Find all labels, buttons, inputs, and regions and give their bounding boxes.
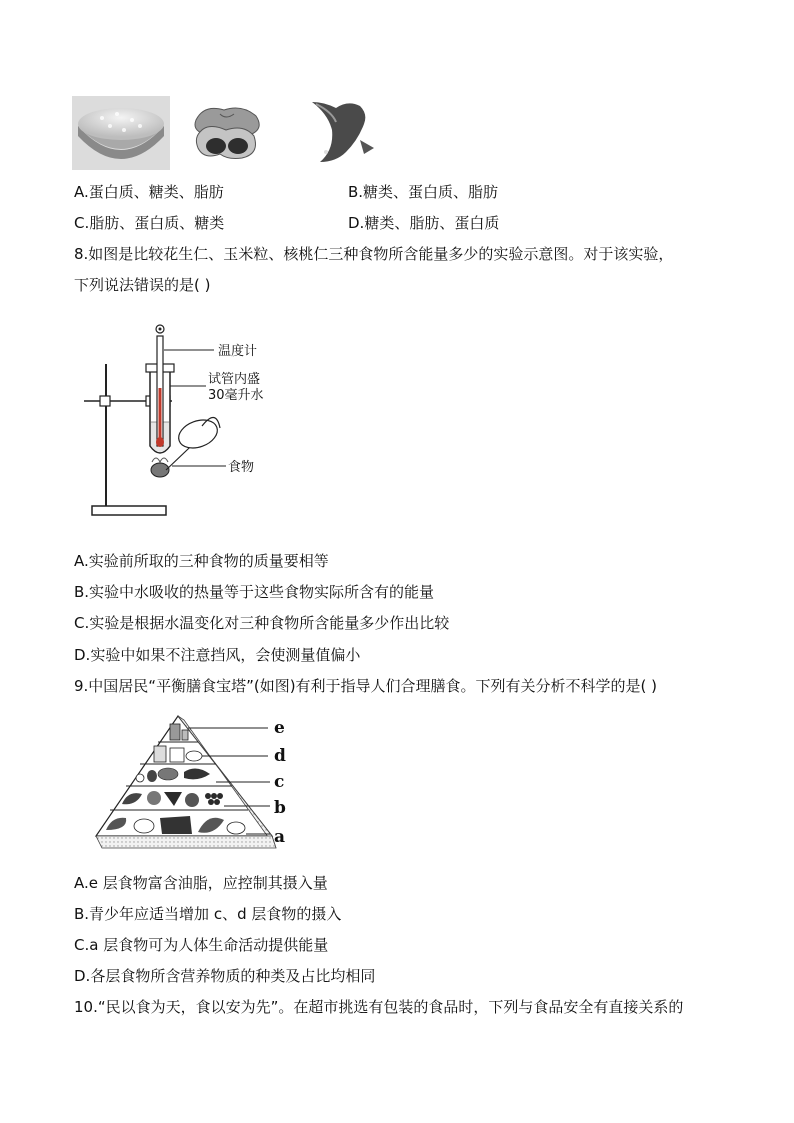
option-d: D.各层食物所含营养物质的种类及占比均相同 [74, 967, 376, 985]
tube-label-line2: 30毫升水 [208, 388, 264, 403]
question-9-stem: 9.中国居民“平衡膳食宝塔”(如图)有利于指导人们合理膳食。下列有关分析不科学的是( ) [74, 677, 658, 695]
question-10-stem: 10.“民以食为天，食以安为先”。在超市挑选有包装的食品时，下列与食品安全有直接关系的 [74, 998, 684, 1016]
layer-label-a: a [274, 827, 286, 847]
tube-label-line1: 试管内盛 [208, 372, 261, 387]
peanut-icon [190, 102, 264, 164]
food-pyramid-diagram [92, 712, 302, 854]
option-d: D.实验中如果不注意挡风，会使测量值偏小 [74, 646, 361, 664]
option-c: C.实验是根据水温变化对三种食物所含能量多少作出比较 [74, 614, 450, 632]
question-8-stem: 8.如图是比较花生仁、玉米粒、核桃仁三种食物所含能量多少的实验示意图。对于该实验， [74, 245, 674, 263]
fish-icon [306, 96, 376, 166]
food-label: 食物 [228, 460, 255, 475]
layer-label-e: e [274, 718, 285, 738]
option-b: B.青少年应适当增加 c、d 层食物的摄入 [74, 905, 342, 923]
option-a: A.蛋白质、糖类、脂肪 [74, 183, 224, 201]
thermometer-label: 温度计 [218, 344, 258, 359]
option-c: C.a 层食物可为人体生命活动提供能量 [74, 936, 329, 954]
question-8-stem-cont: 下列说法错误的是( ) [74, 276, 211, 294]
option-a: A.e 层食物富含油脂，应控制其摄入量 [74, 874, 328, 892]
option-c: C.脂肪、蛋白质、糖类 [74, 214, 225, 232]
option-b: B.糖类、蛋白质、脂肪 [348, 183, 499, 201]
layer-label-d: d [274, 746, 286, 766]
rice-bowl-icon [72, 96, 170, 170]
option-d: D.糖类、脂肪、蛋白质 [348, 214, 500, 232]
layer-label-b: b [274, 798, 286, 818]
option-b: B.实验中水吸收的热量等于这些食物实际所含有的能量 [74, 583, 435, 601]
option-a: A.实验前所取的三种食物的质量要相等 [74, 552, 329, 570]
layer-label-c: c [274, 772, 285, 792]
calorimetry-apparatus-diagram [80, 318, 290, 523]
